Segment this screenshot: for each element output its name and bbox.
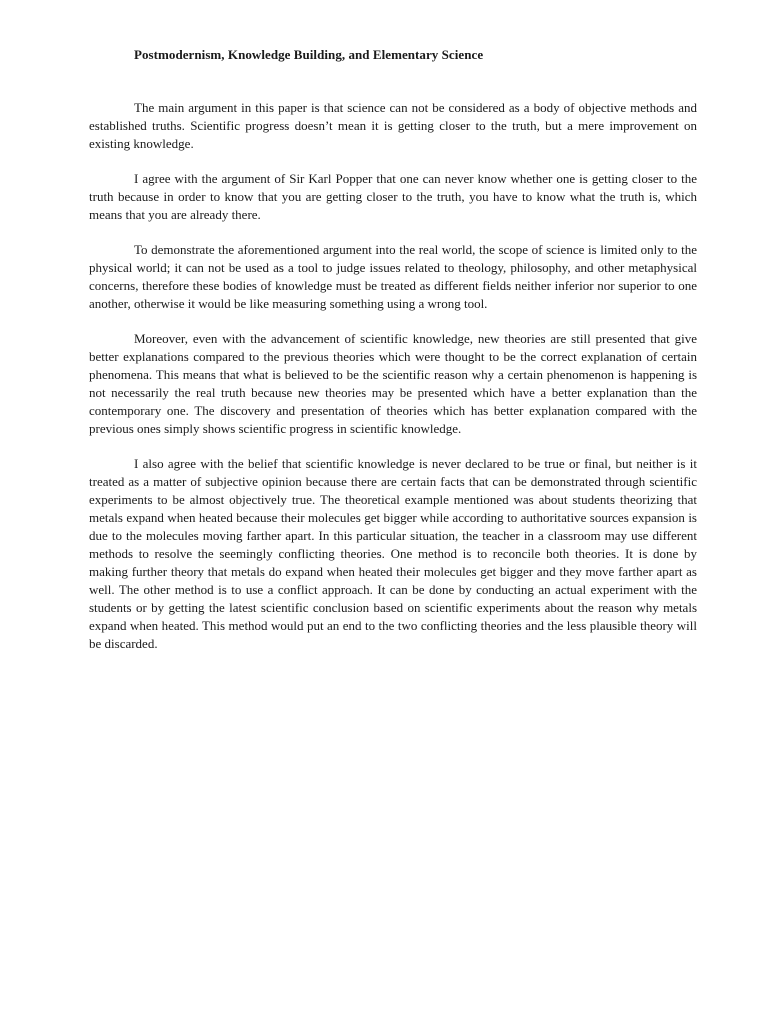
document-title: Postmodernism, Knowledge Building, and Elementary Science	[134, 47, 484, 62]
document-body	[89, 99, 697, 670]
paragraph-2: I agree with the argument of Sir Karl Popper that one can never know whether one is getting closer to the truth because in order to know that you are getting closer to the truth, you have to know what the truth is, which means that you are already there.	[89, 171, 697, 222]
paragraph-4: Moreover, even with the advancement of scientific knowledge, new theories are still presented that give better explanations compared to the previous theories which were thought to be the correct explanation of certain phenomena. This means that what is believed to be the scientific reason why a certain phenomenon is happening is not necessarily the real truth because new theories may be presented which have a better explanation than the contemporary one. The discovery and presentation of theories which has better explanation compared with the previous ones simply shows scientific progress in scientific knowledge.	[89, 331, 697, 436]
paragraph-1: The main argument in this paper is that science can not be considered as a body of objective methods and established truths. Scientific progress doesn’t mean it is getting closer to the truth, but a mere improvement on existing knowledge.	[89, 100, 697, 151]
paragraph-5: I also agree with the belief that scientific knowledge is never declared to be true or final, but neither is it treated as a matter of subjective opinion because there are certain facts that can be demonstrated through scientific experiments to be almost objectively true. The theoretical example mentioned was about students theorizing that metals expand when heated because their molecules get bigger while according to authoritative sources expansion is due to the molecules moving farther apart. In this particular situation, the teacher in a classroom may use different methods to resolve the seemingly conflicting theories. One method is to reconcile both theories. It is done by making further theory that metals do expand when heated their molecules get bigger and they move farther apart as well. The other method is to use a conflict approach. It can be done by conducting an actual experiment with the students or by getting the latest scientific conclusion based on scientific experiments about the reason why metals expand when heated. This method would put an end to the two conflicting theories and the less plausible theory will be discarded.	[89, 456, 697, 651]
paragraph-3: To demonstrate the aforementioned argument into the real world, the scope of science is limited only to the physical world; it can not be used as a tool to judge issues related to theology, philosophy, and other metaphysical concerns, therefore these bodies of knowledge must be treated as different fields neither inferior nor superior to one another, otherwise it would be like measuring something using a wrong tool.	[89, 242, 697, 311]
